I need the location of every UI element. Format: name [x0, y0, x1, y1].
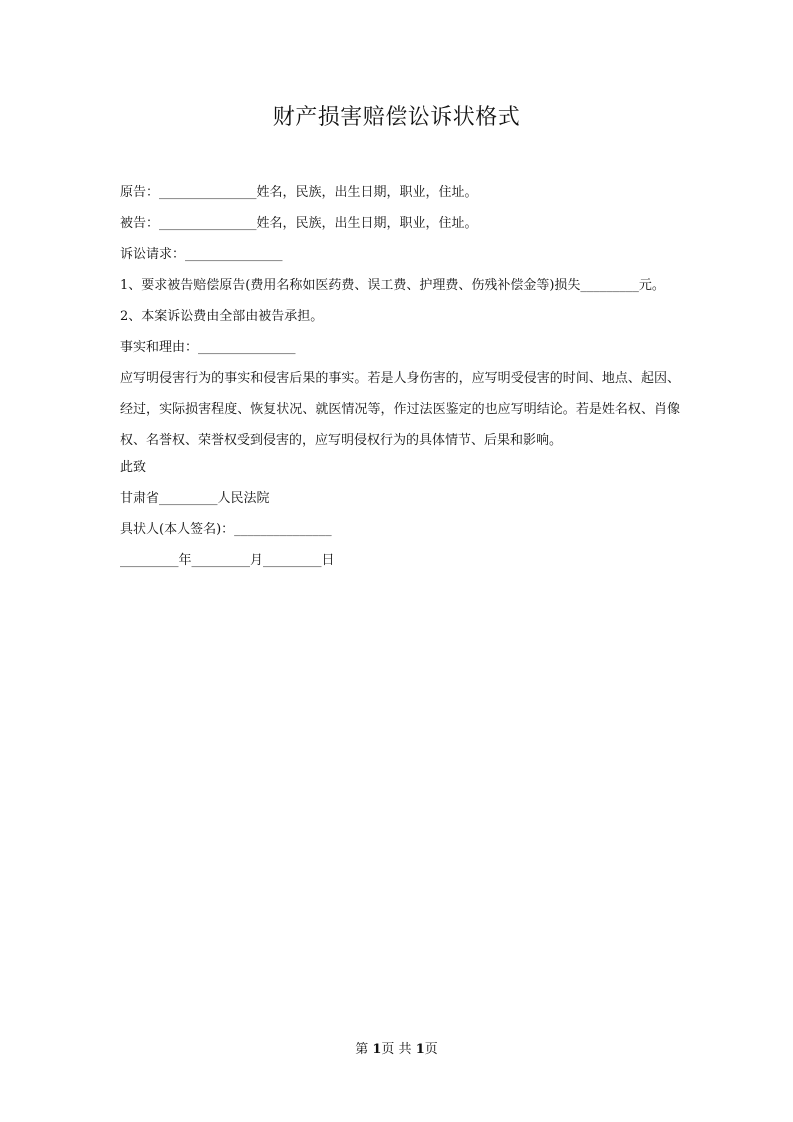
page-label-suffix: 页: [424, 1042, 438, 1057]
plaintiff-line: 原告：_______________姓名，民族，出生日期，职业，住址。: [120, 185, 478, 200]
court-line: 甘肃省_________人民法院: [120, 491, 270, 506]
signature-line: 具状人(本人签名)：_______________: [120, 522, 332, 537]
page-total-number: 1: [415, 1042, 425, 1057]
facts-paragraph: 应写明侵害行为的事实和侵害后果的事实。若是人身伤害的，应写明受侵害的时间、地点、起因、经过，实际损害程度、恢复状况、就医情况等，作过法医鉴定的也应写明结论。若是姓名权、肖像权、名誉权、荣誉权受到侵害的，应写明侵权行为的具体情节、后果和影响。: [120, 371, 680, 448]
facts-heading: 事实和理由：_______________: [120, 340, 296, 355]
document-body: [120, 183, 680, 582]
page-label-prefix: 第: [355, 1042, 373, 1057]
claims-heading: 诉讼请求：_______________: [120, 247, 283, 262]
date-line: _________年_________月_________日: [120, 553, 335, 568]
defendant-line: 被告：_______________姓名，民族，出生日期，职业，住址。: [120, 216, 478, 231]
claim-item-1: 1、要求被告赔偿原告(费用名称如医药费、误工费、护理费、伤残补偿金等)损失_________元。: [120, 278, 665, 293]
page-label-middle: 页 共: [381, 1042, 416, 1057]
salutation-line: 此致: [120, 460, 147, 475]
page-footer: [0, 1040, 793, 1060]
claim-item-2: 2、本案诉讼费由全部由被告承担。: [120, 309, 324, 324]
document-title: 财产损害赔偿讼诉状格式: [272, 105, 521, 130]
page-current-number: 1: [372, 1042, 382, 1057]
